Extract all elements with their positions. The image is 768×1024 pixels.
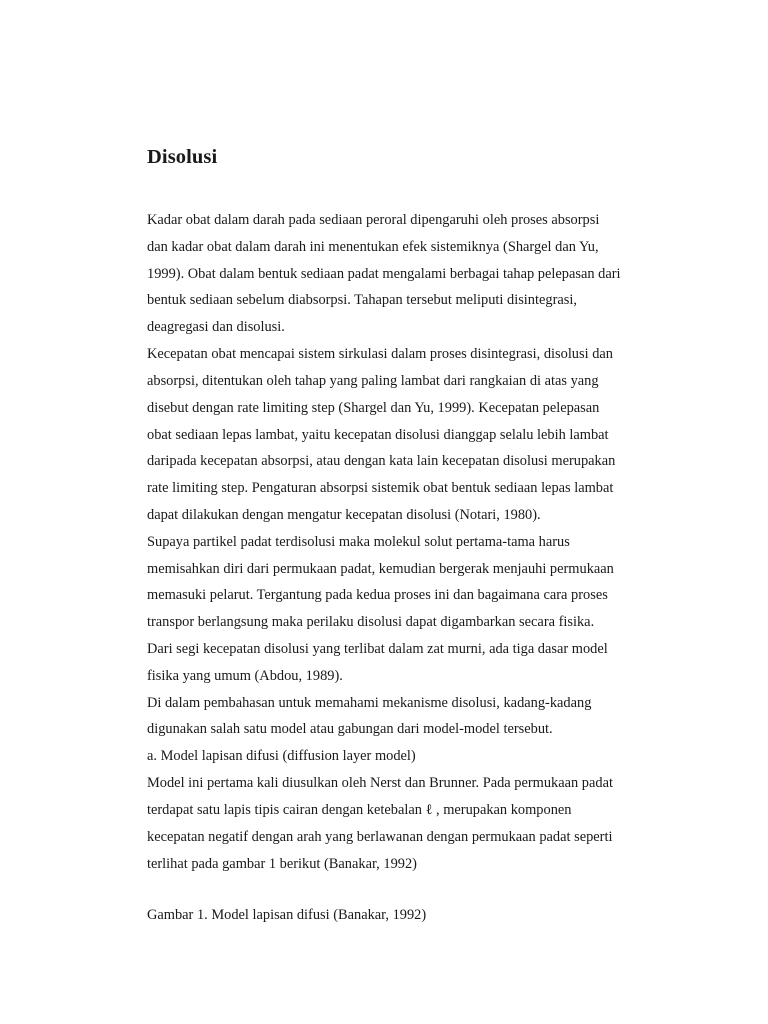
text-line: absorpsi, ditentukan oleh tahap yang paling lambat dari rangkaian di atas yang	[147, 372, 599, 389]
text-line: obat sediaan lepas lambat, yaitu kecepatan disolusi dianggap selalu lebih lambat	[147, 426, 609, 443]
text-line: Model ini pertama kali diusulkan oleh Nerst dan Brunner. Pada permukaan padat	[147, 775, 613, 792]
text-line: bentuk sediaan sebelum diabsorpsi. Tahapan tersebut meliputi disintegrasi,	[147, 292, 577, 309]
text-line: Kecepatan obat mencapai sistem sirkulasi dalam proses disintegrasi, disolusi dan	[147, 346, 613, 363]
text-line: 1999). Obat dalam bentuk sediaan padat mengalami berbagai tahap pelepasan dari	[147, 265, 621, 282]
page-title: Disolusi	[147, 146, 218, 168]
text-line: fisika yang umum (Abdou, 1989).	[147, 667, 343, 684]
text-line: terdapat satu lapis tipis cairan dengan ketebalan ℓ , merupakan komponen	[147, 801, 572, 818]
text-line: kecepatan negatif dengan arah yang berlawanan dengan permukaan padat seperti	[147, 828, 613, 845]
text-line: terlihat pada gambar 1 berikut (Banakar, 1992)	[147, 855, 417, 872]
text-line: rate limiting step. Pengaturan absorpsi sistemik obat bentuk sediaan lepas lambat	[147, 480, 614, 497]
figure-caption: Gambar 1. Model lapisan difusi (Banakar, 1992)	[147, 907, 427, 923]
body-text	[147, 207, 667, 877]
text-line: deagregasi dan disolusi.	[147, 319, 285, 336]
text-line: Dari segi kecepatan disolusi yang terlibat dalam zat murni, ada tiga dasar model	[147, 641, 608, 657]
text-line: dapat dilakukan dengan mengatur kecepatan disolusi (Notari, 1980).	[147, 506, 541, 523]
text-line: memisahkan diri dari permukaan padat, kemudian bergerak menjauhi permukaan	[147, 560, 614, 577]
text-line: daripada kecepatan absorpsi, atau dengan kata lain kecepatan disolusi merupakan	[147, 453, 616, 470]
text-line: a. Model lapisan difusi (diffusion layer model)	[147, 748, 416, 765]
text-line: digunakan salah satu model atau gabungan dari model-model tersebut.	[147, 721, 553, 738]
text-line: Di dalam pembahasan untuk memahami mekanisme disolusi, kadang-kadang	[147, 694, 592, 711]
text-line: disebut dengan rate limiting step (Shargel dan Yu, 1999). Kecepatan pelepasan	[147, 399, 600, 416]
text-line: transpor berlangsung maka perilaku disolusi dapat digambarkan secara fisika.	[147, 614, 595, 631]
text-line: dan kadar obat dalam darah ini menentukan efek sistemiknya (Shargel dan Yu,	[147, 238, 599, 255]
text-line: memasuki pelarut. Tergantung pada kedua proses ini dan bagaimana cara proses	[147, 587, 608, 604]
text-line: Kadar obat dalam darah pada sediaan peroral dipengaruhi oleh proses absorpsi	[147, 212, 600, 228]
text-line: Supaya partikel padat terdisolusi maka molekul solut pertama-tama harus	[147, 533, 570, 550]
